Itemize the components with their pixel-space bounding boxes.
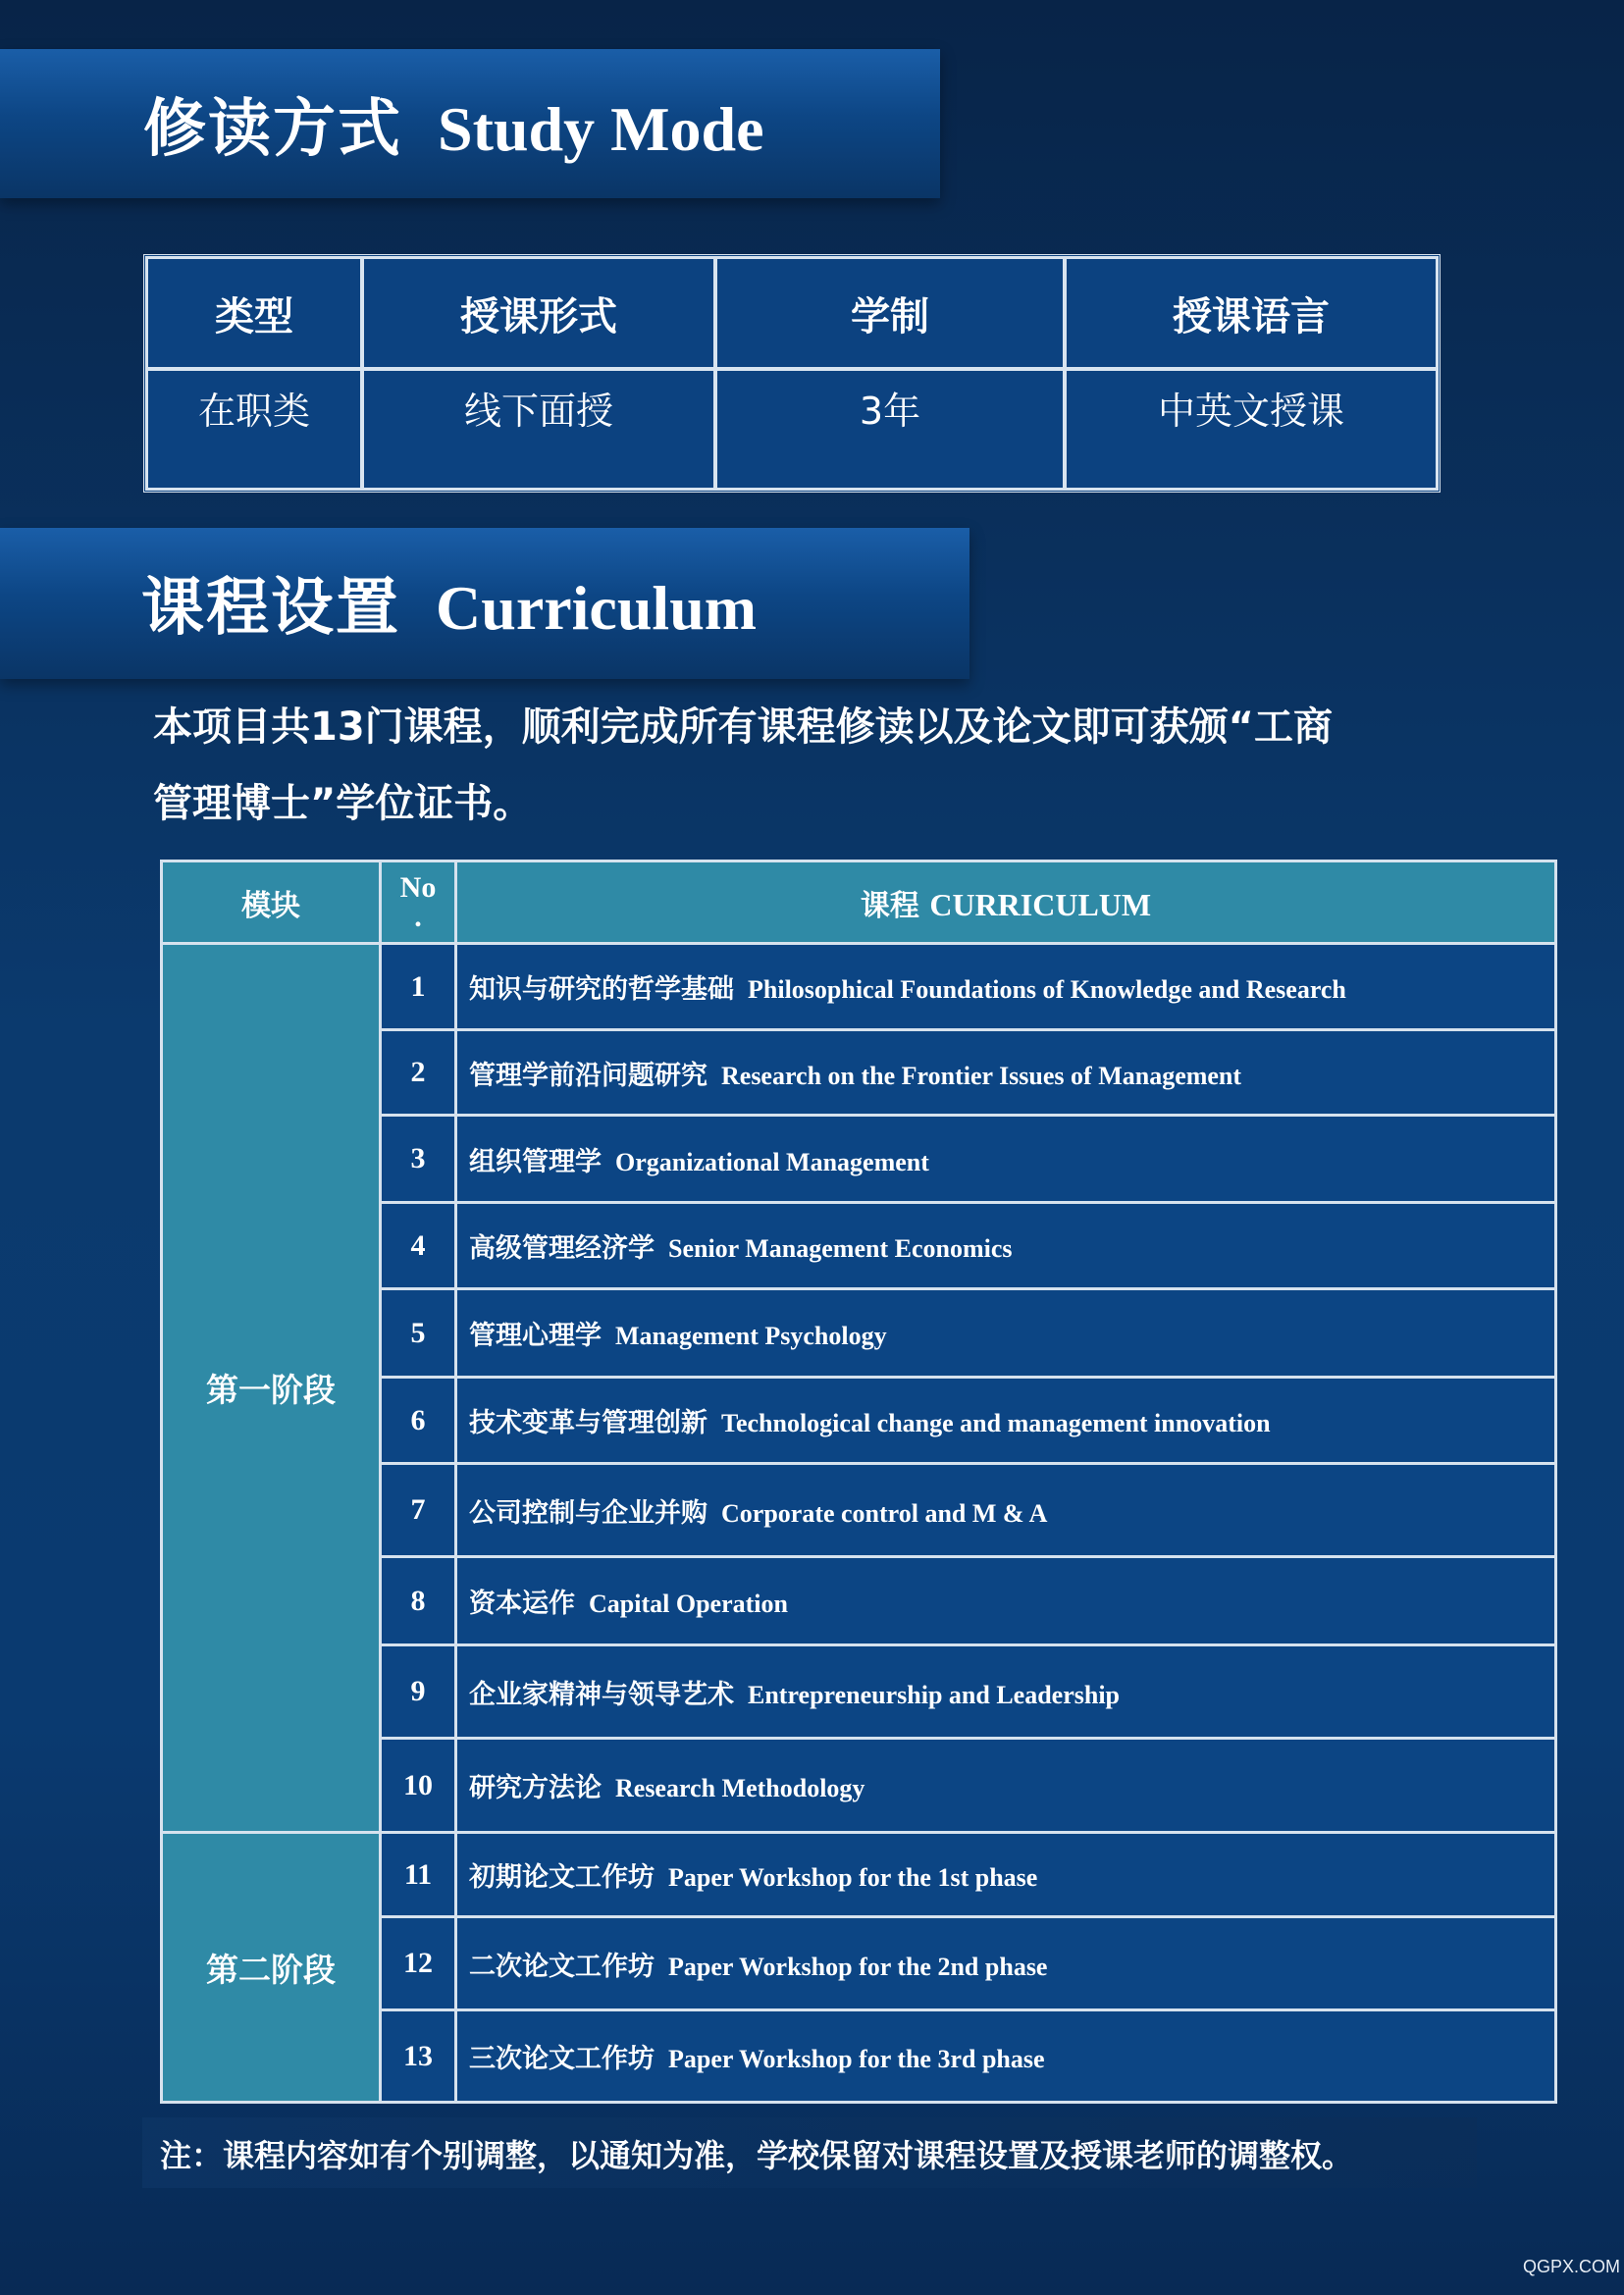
course-name-en: Management Psychology — [615, 1322, 887, 1350]
course-name-cn: 高级管理经济学 — [469, 1233, 655, 1264]
intro-line-2: 管理博士”学位证书。 — [153, 781, 533, 826]
course-row — [162, 944, 1556, 1030]
course-number: 7 — [381, 1464, 456, 1557]
course-name — [456, 2010, 1556, 2103]
course-name-cn: 知识与研究的哲学基础 — [469, 974, 734, 1005]
course-name-cn: 企业家精神与领导艺术 — [469, 1679, 734, 1710]
course-name-en: Philosophical Foundations of Knowledge and Research — [748, 975, 1346, 1004]
course-number: 1 — [381, 944, 456, 1030]
intro-line-1: 本项目共13门课程，顺利完成所有课程修读以及论文即可获颁“工商 — [153, 704, 1333, 750]
footnote: 注：课程内容如有个别调整，以通知为准，学校保留对课程设置及授课老师的调整权。 — [160, 2137, 1354, 2174]
course-name-cn: 三次论文工作坊 — [469, 2044, 655, 2074]
value-teaching-form: 线下面授 — [362, 369, 715, 490]
course-name — [456, 1030, 1556, 1116]
course-name — [456, 944, 1556, 1030]
course-name — [456, 1645, 1556, 1739]
course-name-en: Technological change and management innovation — [721, 1409, 1271, 1437]
curriculum-banner — [0, 528, 969, 679]
course-name — [456, 1289, 1556, 1378]
course-name-en: Capital Operation — [589, 1590, 788, 1618]
stage-two-cell: 第二阶段 — [162, 1833, 381, 2103]
number-header-main: No — [399, 870, 437, 904]
course-name-en: Paper Workshop for the 2nd phase — [668, 1952, 1048, 1981]
header-language: 授课语言 — [1065, 257, 1438, 369]
curriculum-title-en: Curriculum — [436, 573, 758, 643]
curriculum-header-row — [162, 861, 1556, 944]
value-duration: 3年 — [715, 369, 1065, 490]
course-number: 9 — [381, 1645, 456, 1739]
course-number: 10 — [381, 1739, 456, 1833]
number-header — [381, 861, 456, 944]
course-name — [456, 1116, 1556, 1203]
course-name-cn: 初期论文工作坊 — [469, 1862, 655, 1893]
curriculum-table — [160, 860, 1557, 2104]
stage-one-cell: 第一阶段 — [162, 944, 381, 1833]
course-name — [456, 1378, 1556, 1464]
study-mode-value-row — [146, 369, 1438, 490]
curriculum-title-cn: 课程设置 — [141, 572, 400, 645]
course-name-cn: 资本运作 — [469, 1589, 575, 1619]
course-number: 6 — [381, 1378, 456, 1464]
course-number: 5 — [381, 1289, 456, 1378]
course-name-en: Organizational Management — [615, 1147, 929, 1176]
course-row — [162, 1833, 1556, 1917]
course-number: 11 — [381, 1833, 456, 1917]
study-mode-title-en: Study Mode — [438, 94, 764, 164]
course-number: 4 — [381, 1203, 456, 1289]
course-name-en: Paper Workshop for the 1st phase — [668, 1863, 1038, 1892]
study-mode-title-cn: 修读方式 — [143, 93, 402, 166]
header-duration: 学制 — [715, 257, 1065, 369]
course-name-en: Paper Workshop for the 3rd phase — [668, 2045, 1045, 2073]
value-type: 在职类 — [146, 369, 362, 490]
course-name-en: Research Methodology — [615, 1774, 865, 1802]
course-name-cn: 二次论文工作坊 — [469, 1951, 655, 1982]
course-number: 8 — [381, 1557, 456, 1645]
course-name-cn: 管理心理学 — [469, 1321, 602, 1351]
course-name-cn: 技术变革与管理创新 — [469, 1408, 707, 1438]
course-header-cn: 课程 — [860, 888, 919, 923]
course-name — [456, 1739, 1556, 1833]
course-name-cn: 组织管理学 — [469, 1146, 602, 1177]
course-header — [456, 861, 1556, 944]
header-teaching-form: 授课形式 — [362, 257, 715, 369]
course-number: 13 — [381, 2010, 456, 2103]
course-name — [456, 1203, 1556, 1289]
course-name — [456, 1464, 1556, 1557]
course-name-cn: 公司控制与企业并购 — [469, 1497, 707, 1529]
value-language: 中英文授课 — [1065, 369, 1438, 490]
course-name — [456, 1917, 1556, 2010]
study-mode-banner — [0, 49, 940, 198]
course-name-en: Entrepreneurship and Leadership — [748, 1680, 1121, 1709]
course-number: 3 — [381, 1116, 456, 1203]
watermark: QGPX.COM — [1522, 2257, 1620, 2276]
course-number: 2 — [381, 1030, 456, 1116]
curriculum-intro — [153, 689, 1468, 842]
header-type: 类型 — [146, 257, 362, 369]
course-name-cn: 管理学前沿问题研究 — [469, 1060, 707, 1091]
course-name-en: Corporate control and M & A — [721, 1498, 1048, 1528]
course-name-cn: 研究方法论 — [469, 1773, 602, 1803]
course-header-en: CURRICULUM — [929, 886, 1152, 922]
study-mode-table — [143, 254, 1441, 493]
study-mode-header-row — [146, 257, 1438, 369]
number-header-dot: . — [414, 900, 422, 933]
course-number: 12 — [381, 1917, 456, 2010]
course-name — [456, 1557, 1556, 1645]
course-name-en: Senior Management Economics — [668, 1234, 1013, 1263]
course-name-en: Research on the Frontier Issues of Management — [721, 1061, 1242, 1090]
course-name — [456, 1833, 1556, 1917]
module-header: 模块 — [162, 861, 381, 944]
